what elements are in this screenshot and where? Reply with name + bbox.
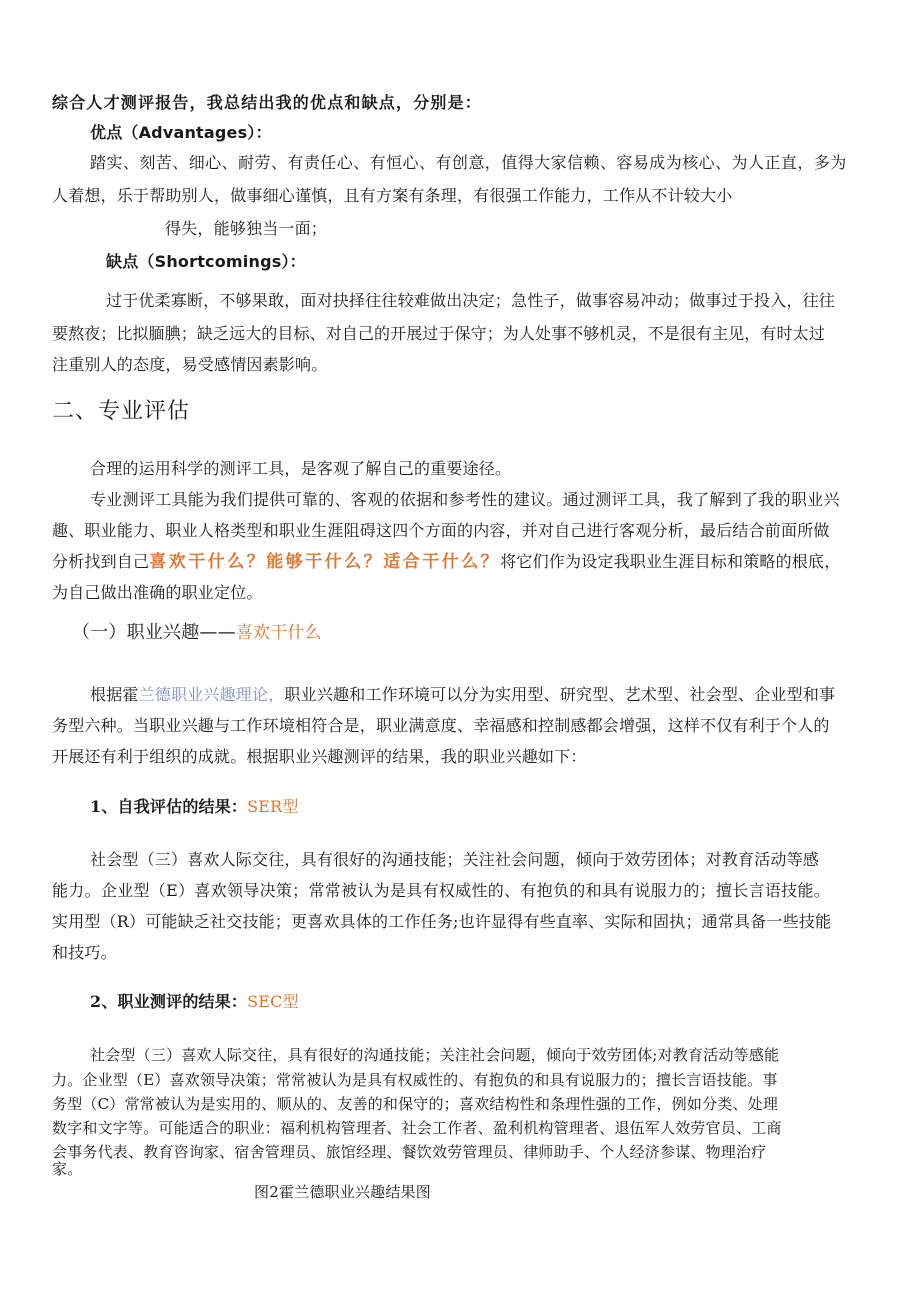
highlight-questions: 喜欢干什么？能够干什么？适合干什么？ xyxy=(149,552,501,572)
shortcomings-line-1: 过于优柔寡断，不够果敢，面对抉择往往较难做出决定；急性子，做事容易冲动；做事过于投入，往往 xyxy=(106,291,836,310)
result1-line-1: 社会型（三）喜欢人际交往，具有很好的沟通技能；关注社会问题，倾向于效劳团体；对教育活动等感 xyxy=(90,850,820,869)
shortcomings-line-2: 要熬夜；比拟腼腆；缺乏远大的目标、对自己的开展过于保守；为人处事不够机灵，不是很有主见，有时太过 xyxy=(52,324,825,343)
advantages-line-1: 踏实、刻苦、细心、耐劳、有责任心、有恒心、有创意，值得大家信赖、容易成为核心、为人正直，多为 xyxy=(90,153,847,172)
result1-label: 1、自我评估的结果： xyxy=(90,797,248,816)
sub-section-title-b: 喜欢干什么 xyxy=(235,623,322,643)
result2-label: 2、职业测评的结果： xyxy=(90,992,248,1011)
advantages-line-2: 人着想，乐于帮助别人，做事细心谨慎，且有方案有条理，有很强工作能力，工作从不计较大小 xyxy=(52,186,733,205)
theory-line-1-a: 根据霍 xyxy=(90,685,139,704)
result2-line-5: 会事务代表、教育咨询家、宿舍管理员、旅馆经理、餐饮效劳管理员、律师助手、个人经济参谋、物理治疗 xyxy=(52,1143,767,1161)
shortcomings-heading: 缺点（Shortcomings）： xyxy=(106,252,306,271)
result2-line-1: 社会型（三）喜欢人际交往，具有很好的沟通技能；关注社会问题，倾向于效劳团体;对教育活动等感能 xyxy=(90,1046,780,1064)
holland-theory-link[interactable]: 兰德职业兴趣理论， xyxy=(138,685,285,704)
result1-line-2: 能力。企业型（E）喜欢领导决策；常常被认为是具有权威性的、有抱负的和具有说服力的；擅长言语技能。 xyxy=(52,881,831,900)
section-title: 二、专业评估 xyxy=(52,399,191,424)
result1-type: SER型 xyxy=(247,797,299,816)
section-p2-line-2: 趣、职业能力、职业人格类型和职业生涯阻碍这四个方面的内容，并对自己进行客观分析，最后结合前面所做 xyxy=(52,521,830,540)
result1-line-3: 实用型（R）可能缺乏社交技能；更喜欢具体的工作任务;也许显得有些直率、实际和固执；通常具备一些技能 xyxy=(52,912,832,931)
section-p2-line-1: 专业测评工具能为我们提供可靠的、客观的依据和参考性的建议。通过测评工具，我了解到了我的职业兴 xyxy=(90,490,840,509)
shortcomings-line-3: 注重别人的态度，易受感情因素影响。 xyxy=(52,355,328,374)
theory-line-1-b: 职业兴趣和工作环境可以分为实用型、研究型、艺术型、社会型、企业型和事 xyxy=(284,685,836,704)
result1-line-4: 和技巧。 xyxy=(52,943,117,962)
section-p2-line-3 xyxy=(52,545,840,579)
section-p2-line-3-b: 将它们作为设定我职业生涯目标和策略的根底， xyxy=(500,552,841,571)
result1-heading xyxy=(90,790,299,823)
section-p2-line-4: 为自己做出准确的职业定位。 xyxy=(52,583,263,602)
advantages-heading: 优点（Advantages）： xyxy=(90,123,272,142)
section-p2-line-3-a: 分析找到自己 xyxy=(52,552,150,571)
sub-section-title-a: （一）职业兴趣—— xyxy=(72,622,236,643)
figure-caption: 图2霍兰德职业兴趣结果图 xyxy=(254,1183,431,1201)
result2-line-6: 家。 xyxy=(52,1160,83,1178)
advantages-line-3: 得失，能够独当一面； xyxy=(165,219,328,238)
result2-heading xyxy=(90,985,299,1018)
theory-line-2: 务型六种。当职业兴趣与工作环境相符合是，职业满意度、幸福感和控制感都会增强，这样不仅有利于个人的 xyxy=(52,716,830,735)
intro-line: 综合人才测评报告，我总结出我的优点和缺点，分别是： xyxy=(52,93,483,112)
sub-section-title xyxy=(72,618,322,648)
result2-line-2: 力。企业型（E）喜欢领导决策；常常被认为是具有权威性的、有抱负的和具有说服力的；擅长言语技能。事 xyxy=(52,1071,778,1089)
theory-line-3: 开展还有利于组织的成就。根据职业兴趣测评的结果，我的职业兴趣如下： xyxy=(52,747,587,766)
theory-line-1 xyxy=(90,678,835,711)
section-p1: 合理的运用科学的测评工具，是客观了解自己的重要途径。 xyxy=(90,459,512,478)
result2-line-3: 务型（C）常常被认为是实用的、顺从的、友善的和保守的；喜欢结构性和条理性强的工作，例如分类、处理 xyxy=(52,1095,779,1113)
result2-type: SEC型 xyxy=(247,992,299,1011)
result2-line-4: 数字和文字等。可能适合的职业：福利机构管理者、社会工作者、盈利机构管理者、退伍军人效劳官员、工商 xyxy=(52,1119,782,1137)
